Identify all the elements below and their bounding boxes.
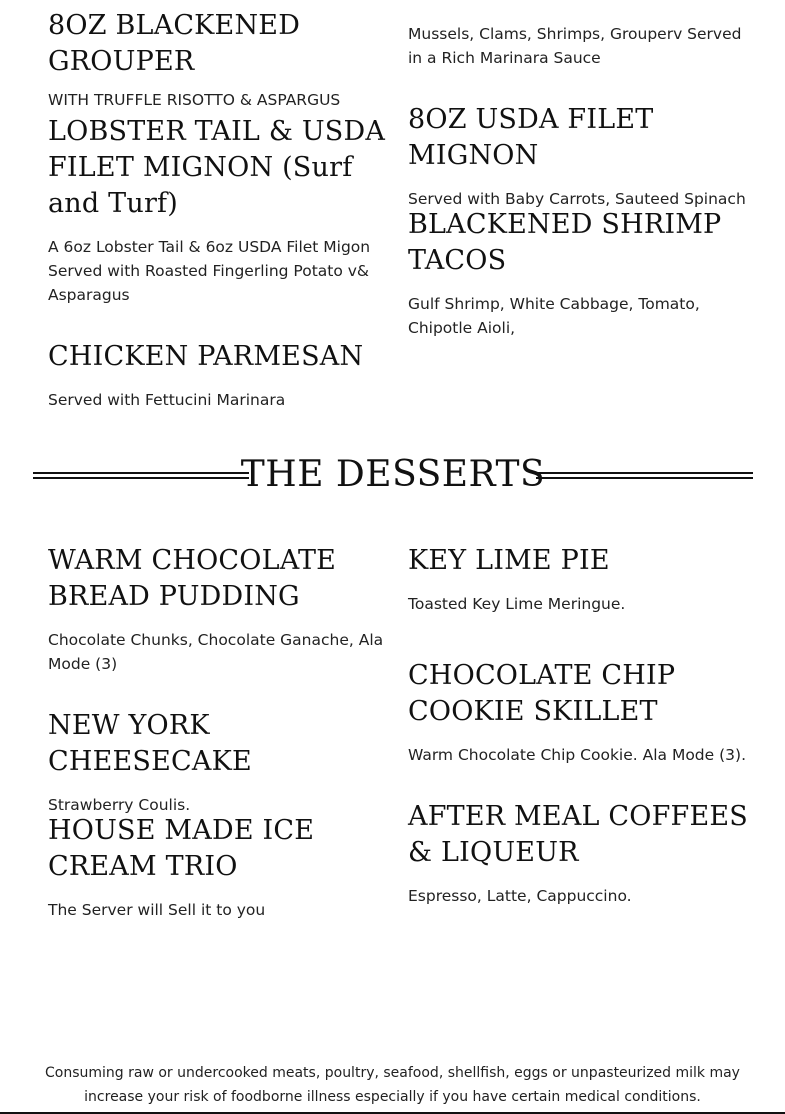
menu-item bbox=[48, 8, 388, 112]
menu-item-name: CHICKEN PARMESAN bbox=[48, 341, 364, 372]
menu-item bbox=[408, 102, 748, 211]
menu-item-name: BLACKENED SHRIMP TACOS bbox=[408, 209, 722, 276]
menu-item bbox=[408, 22, 748, 70]
menu-item-description: Warm Chocolate Chip Cookie. Ala Mode (3). bbox=[408, 746, 746, 764]
menu-item-name: CHOCOLATE CHIP COOKIE SKILLET bbox=[408, 660, 676, 727]
menu-item-description: Chocolate Chunks, Chocolate Ganache, Ala Mode (3) bbox=[48, 631, 384, 673]
menu-item-description: The Server will Sell it to you bbox=[48, 901, 266, 919]
menu-item-description: Served with Baby Carrots, Sauteed Spinach bbox=[408, 190, 746, 208]
menu-item-name: NEW YORK CHEESECAKE bbox=[48, 710, 252, 777]
menu-item-description: Espresso, Latte, Cappuccino. bbox=[408, 887, 632, 905]
decorative-double-rule-right bbox=[536, 472, 753, 479]
menu-item-name: HOUSE MADE ICE CREAM TRIO bbox=[48, 815, 315, 882]
menu-item bbox=[48, 543, 388, 676]
menu-item bbox=[48, 114, 388, 307]
menu-item-name: AFTER MEAL COFFEES & LIQUEUR bbox=[408, 801, 749, 868]
menu-item-name: WARM CHOCOLATE BREAD PUDDING bbox=[48, 545, 337, 612]
menu-item bbox=[408, 658, 748, 767]
menu-item-name: LOBSTER TAIL & USDA FILET MIGNON (Surf and Turf) bbox=[48, 116, 386, 219]
menu-item-name: KEY LIME PIE bbox=[408, 545, 610, 576]
menu-item-description: A 6oz Lobster Tail & 6oz USDA Filet Migon Served with Roasted Fingerling Potato v& Asparagus bbox=[48, 238, 371, 304]
menu-item bbox=[48, 813, 388, 922]
menu-item bbox=[408, 799, 748, 908]
section-title: THE DESSERTS bbox=[240, 454, 546, 495]
menu-item-description: Gulf Shrimp, White Cabbage, Tomato, Chipotle Aioli, bbox=[408, 295, 700, 337]
menu-item bbox=[408, 207, 748, 340]
foodborne-illness-disclaimer: Consuming raw or undercooked meats, poultry, seafood, shellfish, eggs or unpasteurized milk may increase your risk of foodborne illness especially if you have certain medical conditions. bbox=[45, 1065, 740, 1105]
menu-item-description: Toasted Key Lime Meringue. bbox=[408, 595, 626, 613]
menu-item-description: WITH TRUFFLE RISOTTO & ASPARGUS bbox=[48, 91, 341, 109]
menu-item bbox=[48, 708, 388, 817]
menu-item-description: Served with Fettucini Marinara bbox=[48, 391, 286, 409]
menu-item bbox=[408, 543, 748, 616]
menu-item bbox=[48, 339, 388, 412]
menu-item-description: Strawberry Coulis. bbox=[48, 796, 191, 814]
menu-item-name: 8OZ USDA FILET MIGNON bbox=[408, 104, 654, 171]
menu-item-description: Mussels, Clams, Shrimps, Grouperv Served in a Rich Marinara Sauce bbox=[408, 25, 742, 67]
menu-item-name: 8OZ BLACKENED GROUPER bbox=[48, 10, 301, 77]
desserts-section-header bbox=[33, 450, 753, 502]
